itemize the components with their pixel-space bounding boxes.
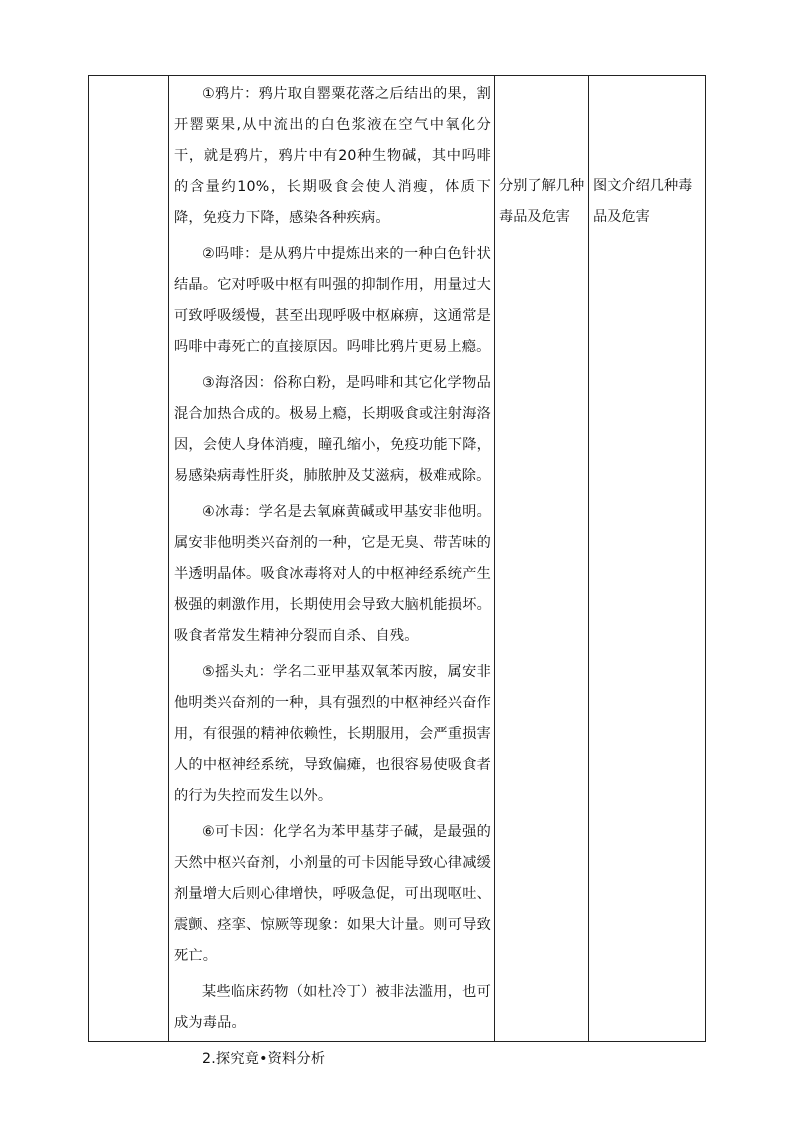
paragraph-cocaine: ⑥可卡因：化学名为苯甲基芽子碱，是最强的天然中枢兴奋剂，小剂量的可卡因能导致心律减缓剂量增大后则心律增快，呼吸急促，可出现呕吐、震颤、痉挛、惊厥等现象：如果大计量。则可导致死亡。	[174, 824, 491, 964]
paragraph-opium: ①鸦片：鸦片取自罂粟花落之后结出的果，割开罂粟果,从中流出的白色浆液在空气中氧化分干，就是鸦片，鸦片中有20种生物碱，其中吗啡的含量约10%，长期吸食会使人消瘦，体质下降，免疫力下降，感染各种疾病。	[174, 86, 491, 226]
lesson-table	[88, 75, 706, 1067]
section-heading: 2.探究竟•资料分析	[202, 1051, 326, 1067]
paragraph-clinical-drugs: 某些临床药物（如杜冷丁）被非法滥用，也可成为毒品。	[174, 984, 491, 1031]
student-activity-cell: 分别了解几种毒品及危害	[499, 178, 585, 225]
teacher-activity-cell: 图文介绍几种毒品及危害	[593, 178, 693, 225]
paragraph-heroin: ③海洛因：俗称白粉，是吗啡和其它化学物品混合加热合成的。极易上瘾，长期吸食或注射海洛因，会使人身体消瘦，瞳孔缩小，免疫功能下降，易感染病毒性肝炎，肺脓肿及艾滋病，极难戒除。	[174, 375, 491, 484]
paragraph-ice: ④冰毒：学名是去氧麻黄碱或甲基安非他明。属安非他明类兴奋剂的一种，它是无臭、带苦味的半透明晶体。吸食冰毒将对人的中枢神经系统产生极强的刺激作用，长期使用会导致大脑机能损坏。吸食者常发生精神分裂而自杀、自残。	[174, 504, 491, 644]
paragraph-ecstasy: ⑤摇头丸：学名二亚甲基双氧苯丙胺，属安非他明类兴奋剂的一种，具有强烈的中枢神经兴奋作用，有很强的精神依赖性，长期服用，会严重损害人的中枢神经系统，导致偏瘫，也很容易使吸食者的行为失控而发生以外。	[174, 664, 491, 804]
paragraph-morphine: ②吗啡：是从鸦片中提炼出来的一种白色针状结晶。它对呼吸中枢有叫强的抑制作用，用量过大可致呼吸缓慢，甚至出现呼吸中枢麻痹，这通常是吗啡中毒死亡的直接原因。吗啡比鸦片更易上瘾。	[174, 246, 491, 355]
content-column	[169, 76, 495, 1067]
